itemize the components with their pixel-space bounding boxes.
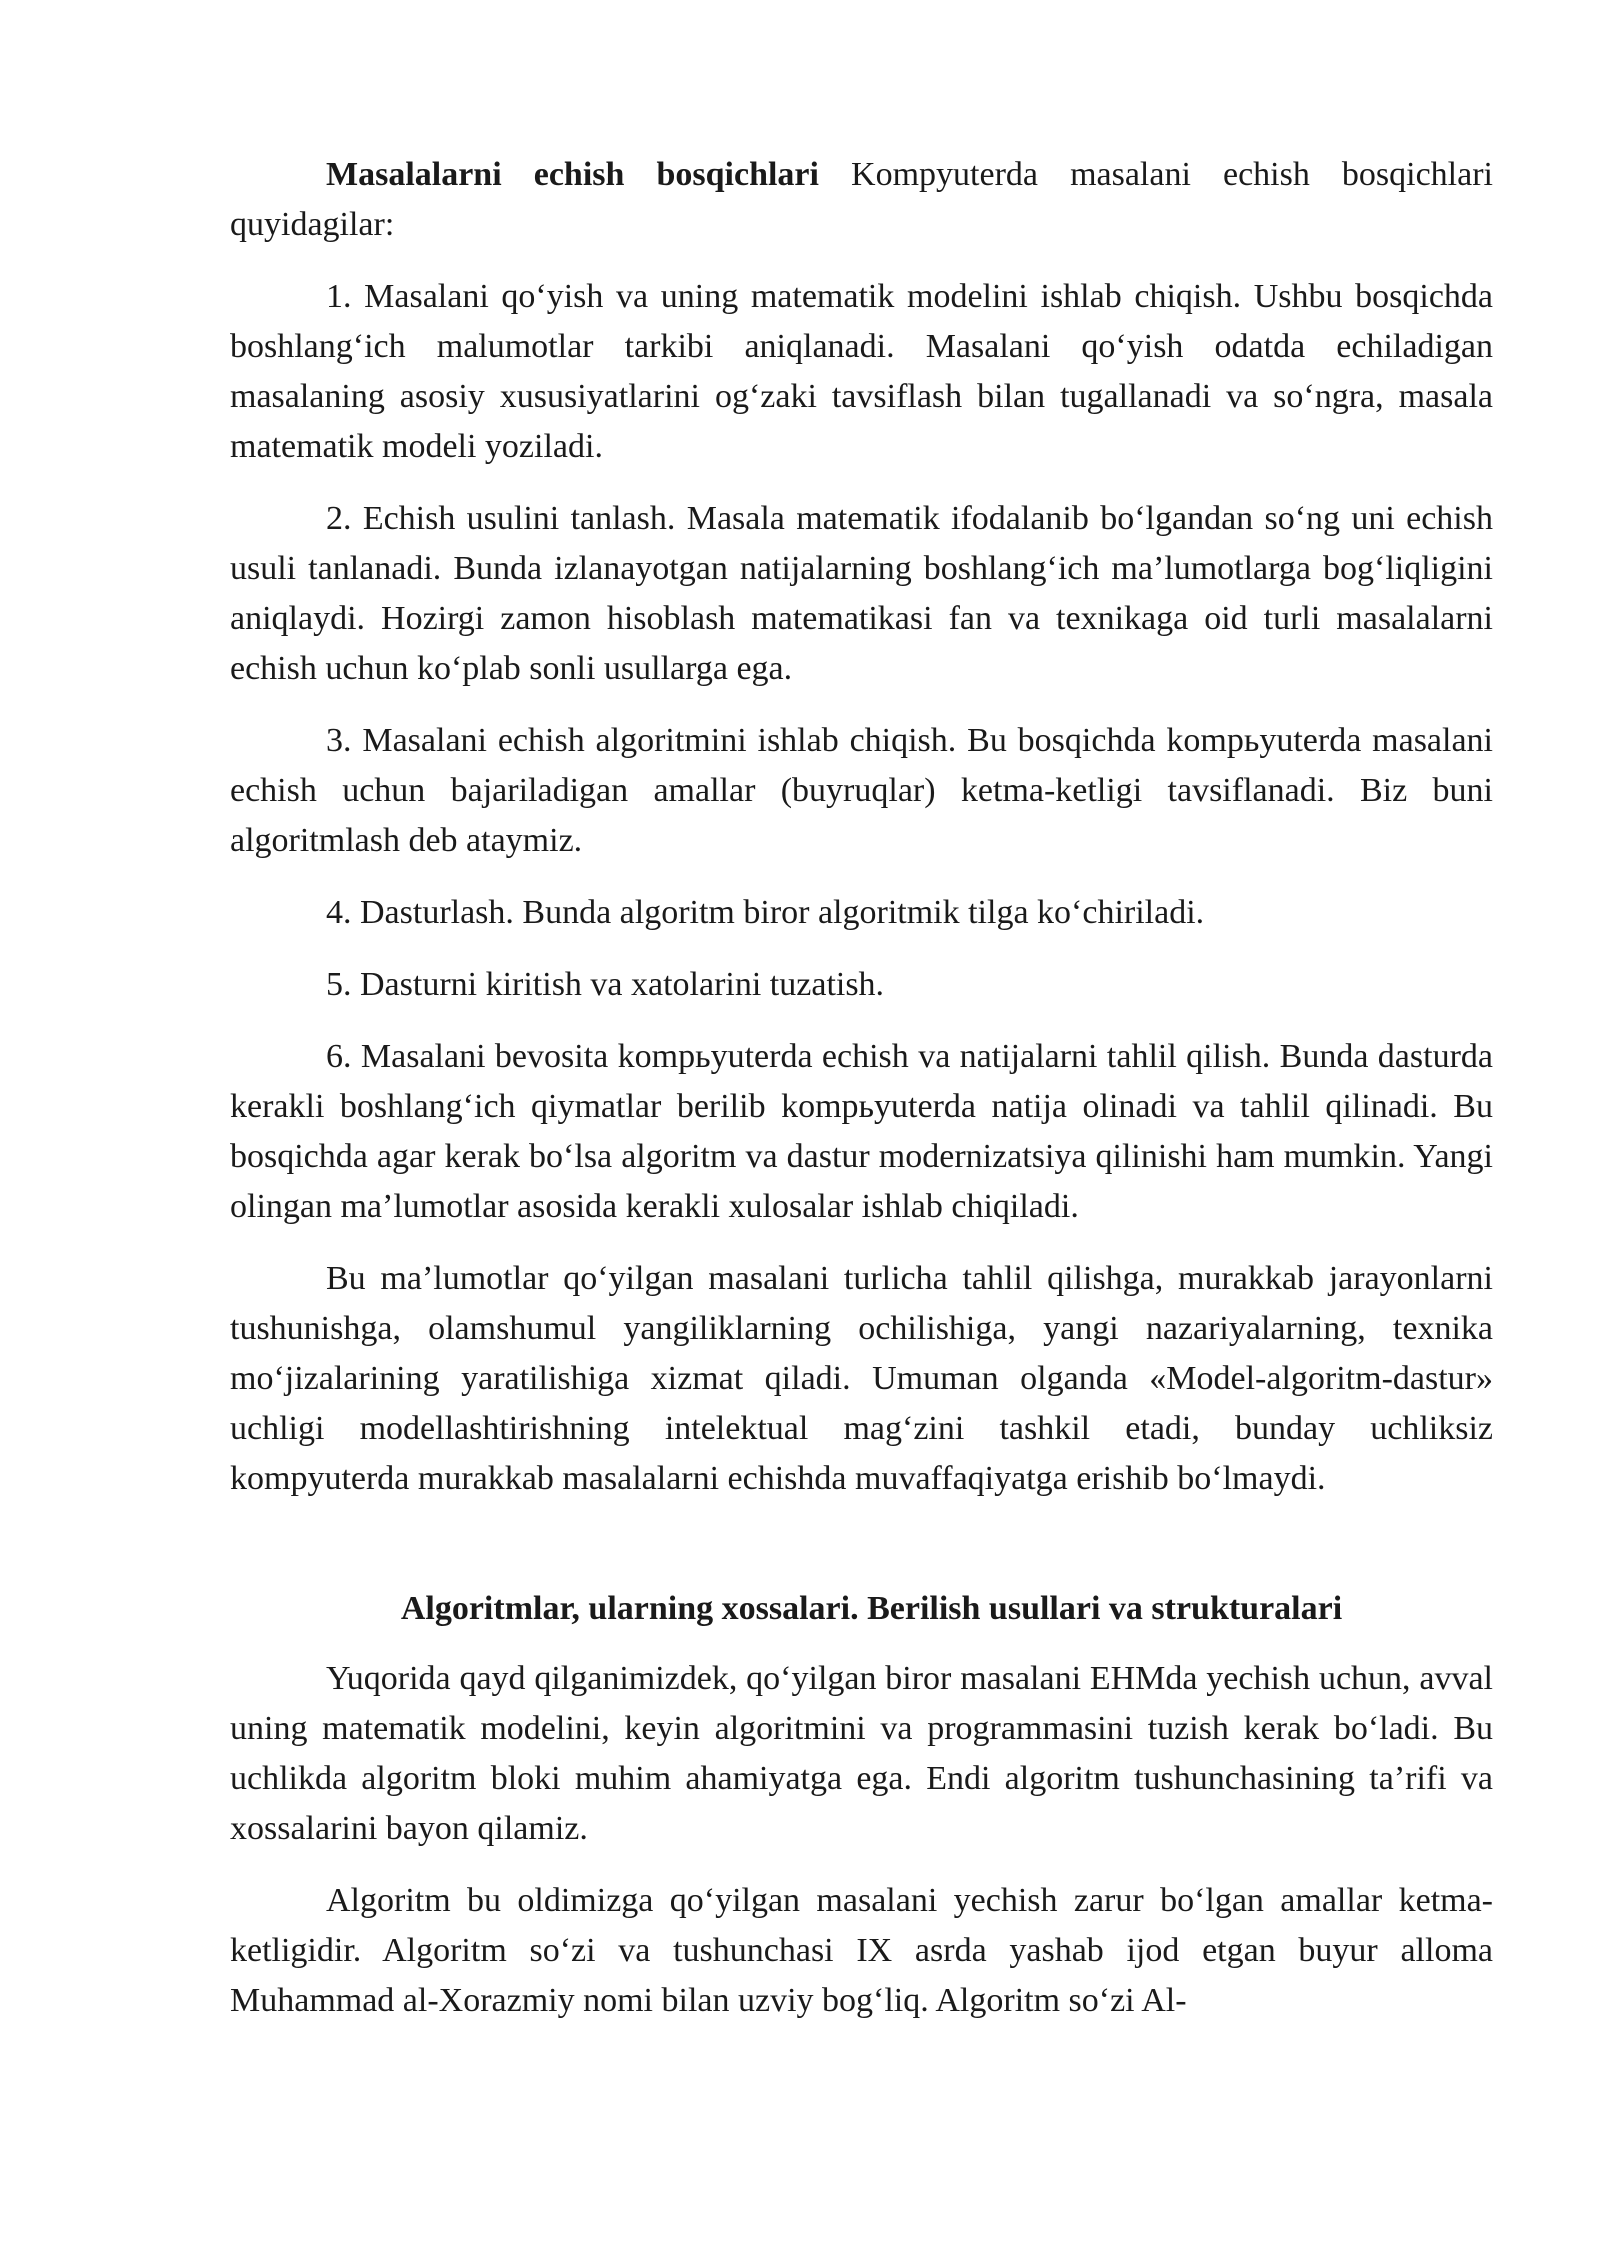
intro-paragraph: [230, 150, 1493, 250]
intro-text: Kompyuterda masalani echish bosqichlari quyidagilar:: [230, 156, 1493, 243]
step-3: 3. Masalani echish algoritmini ishlab chiqish. Bu bosqichda kompьyuterda masalani echish uchun bajariladigan amallar (buyruqlar) ketma-ketligi tavsiflanadi. Biz buni algoritmlash deb ataymiz.: [230, 722, 1493, 859]
step-2: 2. Echish usulini tanlash. Masala matematik ifodalanib bo‘lgandan so‘ng uni echish usuli tanlanadi. Bunda izlanayotgan natijalarning boshlang‘ich ma’lumotlarga bog‘liqligini aniqlaydi. Hozirgi zamon hisoblash matematikasi fan va texnikaga oid turli masalalarni echish uchun ko‘plab sonli usullarga ega.: [230, 500, 1493, 687]
step-5: 5. Dasturni kiritish va xatolarini tuzatish.: [326, 966, 885, 1003]
step-6: 6. Masalani bevosita kompьyuterda echish va natijalarni tahlil qilish. Bunda dasturda kerakli boshlang‘ich qiymatlar berilib kompьyuterda natija olinadi va tahlil qilinadi. Bu bosqichda agar kerak bo‘lsa algoritm va dastur modernizatsiya qilinishi ham mumkin. Yangi olingan ma’lumotlar asosida kerakli xulosalar ishlab chiqiladi.: [230, 1038, 1493, 1225]
document-page: [230, 150, 1493, 2048]
summary-paragraph: Bu ma’lumotlar qo‘yilgan masalani turlicha tahlil qilishga, murakkab jarayonlarni tushunishga, olamshumul yangiliklarning ochilishiga, yangi nazariyalarning, texnika mo‘jizalarining yaratilishiga xizmat qiladi. Umuman olganda «Model-algoritm-dastur» uchligi modellashtirishning intelektual mag‘zini tashkil etadi, bunday uchliksiz kompyuterda murakkab masalalarni echishda muvaffaqiyatga erishib bo‘lmaydi.: [230, 1260, 1493, 1497]
section-paragraph-1: Yuqorida qayd qilganimizdek, qo‘yilgan biror masalani EHMda yechish uchun, avval uning matematik modelini, keyin algoritmini va programmasini tuzish kerak bo‘ladi. Bu uchlikda algoritm bloki muhim ahamiyatga ega. Endi algoritm tushunchasining ta’rifi va xossalarini bayon qilamiz.: [230, 1660, 1493, 1847]
step-1: 1. Masalani qo‘yish va uning matematik modelini ishlab chiqish. Ushbu bosqichda boshlang‘ich malumotlar tarkibi aniqlanadi. Masalani qo‘yish odatda echiladigan masalaning asosiy xususiyatlarini og‘zaki tavsiflash bilan tugallanadi va so‘ngra, masala matematik modeli yoziladi.: [230, 278, 1493, 465]
intro-title: Masalalarni echish bosqichlari: [326, 156, 819, 193]
step-4: 4. Dasturlash. Bunda algoritm biror algoritmik tilga ko‘chiriladi.: [326, 894, 1205, 931]
section-paragraph-2: Algoritm bu oldimizga qo‘yilgan masalani yechish zarur bo‘lgan amallar ketma-ketligidir. Algoritm so‘zi va tushunchasi IX asrda yashab ijod etgan buyur alloma Muhammad al-Xorazmiy nomi bilan uzviy bog‘liq. Algoritm so‘zi Al-: [230, 1882, 1493, 2019]
section-heading: Algoritmlar, ularning xossalari. Berilish usullari va strukturalari: [400, 1590, 1343, 1627]
